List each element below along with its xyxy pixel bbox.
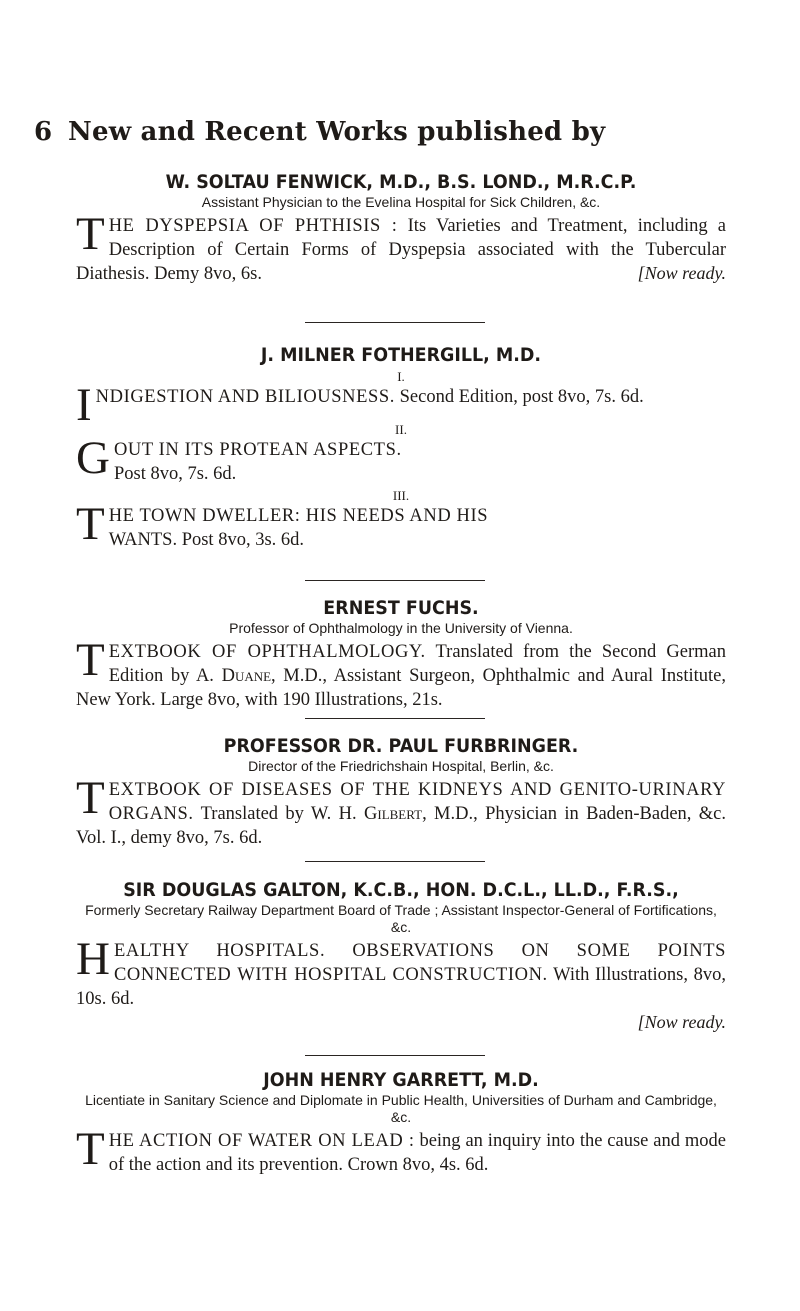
book-title: OUT IN ITS PROTEAN ASPECTS. (113, 440, 402, 460)
author-credentials: Licentiate in Sanitary Science and Diplomate in Public Health, Universities of Durham and Cambridge, &c. (85, 1092, 717, 1125)
drop-cap: T (76, 208, 105, 260)
translator-name: Gilbert (364, 804, 423, 824)
author-name: JOHN HENRY GARRETT, M.D. (263, 1069, 539, 1091)
book-title: EXTBOOK OF OPHTHALMOLOGY. (108, 642, 426, 662)
book-listing (76, 498, 726, 552)
running-header (34, 117, 605, 147)
entry-fenwick (76, 170, 726, 284)
divider (305, 1055, 485, 1056)
availability-note: [Now ready. (637, 263, 726, 283)
book-description: WANTS. Post 8vo, 3s. 6d. (108, 530, 305, 550)
author-credentials: Director of the Friedrichshain Hospital, Berlin, &c. (248, 758, 554, 774)
drop-cap: T (76, 1123, 105, 1175)
author-name: W. SOLTAU FENWICK, M.D., B.S. LOND., M.R.C.P. (165, 171, 637, 193)
book-description: , M.D., Physician in Baden-Baden, &c. Vol. I., demy 8vo, 7s. 6d. (76, 804, 726, 848)
book-title: HE DYSPEPSIA OF PHTHISIS : (108, 216, 398, 236)
author-credentials: Formerly Secretary Railway Department Board of Trade ; Assistant Inspector-General of Fortifications, &c. (85, 902, 717, 935)
book-description: Its Varieties and Treatment, including a Description of Certain Forms of Dyspepsia associated with the Tubercular Diathesis. Demy 8vo, 6s. (76, 216, 726, 284)
book-listing (76, 634, 726, 712)
entry-garrett (76, 1068, 726, 1177)
divider (305, 718, 485, 719)
volume-numeral: II. (395, 422, 407, 437)
book-listing (76, 772, 726, 850)
book-title: EXTBOOK OF DISEASES OF THE KIDNEYS AND GENITO-URINARY ORGANS. (108, 780, 726, 824)
author-name: ERNEST FUCHS. (323, 597, 479, 619)
entry-fothergill (76, 343, 726, 552)
availability-note: [Now ready. (637, 1012, 726, 1032)
page-number: 6 (34, 117, 53, 147)
divider (305, 322, 485, 323)
book-description: Translated from the Second German Edition by A. (108, 642, 726, 686)
divider (305, 580, 485, 581)
book-title: HE ACTION OF WATER ON LEAD : (108, 1131, 415, 1151)
volume-numeral: III. (392, 488, 410, 503)
author-name: PROFESSOR DR. PAUL FURBRINGER. (223, 735, 579, 757)
book-description: , M.D., Assistant Surgeon, Ophthalmic and Aural Institute, New York. Large 8vo, with 190 Illustrations, 21s. (76, 666, 726, 710)
book-description: Second Edition, post 8vo, 7s. 6d. (395, 387, 644, 407)
drop-cap: T (76, 772, 105, 824)
author-credentials: Professor of Ophthalmology in the University of Vienna. (229, 620, 573, 636)
entry-galton (76, 878, 726, 1033)
book-description: With Illustrations, 8vo, 10s. 6d. (76, 965, 727, 1009)
author-name: SIR DOUGLAS GALTON, K.C.B., HON. D.C.L., LL.D., F.R.S., (123, 879, 679, 901)
entry-fuchs (76, 596, 726, 712)
book-description: being an inquiry into the cause and mode of the action and its prevention. Crown 8vo, 4s. 6d. (108, 1131, 726, 1175)
divider (305, 861, 485, 862)
book-listing (76, 933, 727, 1011)
book-listing (76, 1123, 726, 1177)
drop-cap: T (76, 498, 105, 550)
drop-cap: T (76, 634, 105, 686)
author-name: J. MILNER FOTHERGILL, M.D. (260, 344, 542, 366)
book-title: NDIGESTION AND BILIOUSNESS. (95, 387, 396, 407)
book-description: Translated by W. H. (193, 804, 364, 824)
book-title: EALTHY HOSPITALS. OBSERVATIONS ON SOME POINTS CONNECTED WITH HOSPITAL CONSTRUCTION. (113, 941, 726, 985)
translator-name: Duane (221, 666, 272, 686)
drop-cap: I (76, 379, 92, 431)
book-listing (76, 432, 726, 486)
book-description: Post 8vo, 7s. 6d. (113, 464, 237, 484)
drop-cap: G (76, 432, 110, 484)
entry-furbringer (76, 734, 726, 850)
author-credentials: Assistant Physician to the Evelina Hospital for Sick Children, &c. (201, 194, 601, 210)
book-title: HE TOWN DWELLER: HIS NEEDS AND HIS (108, 506, 489, 526)
drop-cap: H (76, 933, 110, 985)
running-title: New and Recent Works published by (68, 117, 606, 147)
volume-numeral: I. (397, 369, 405, 384)
